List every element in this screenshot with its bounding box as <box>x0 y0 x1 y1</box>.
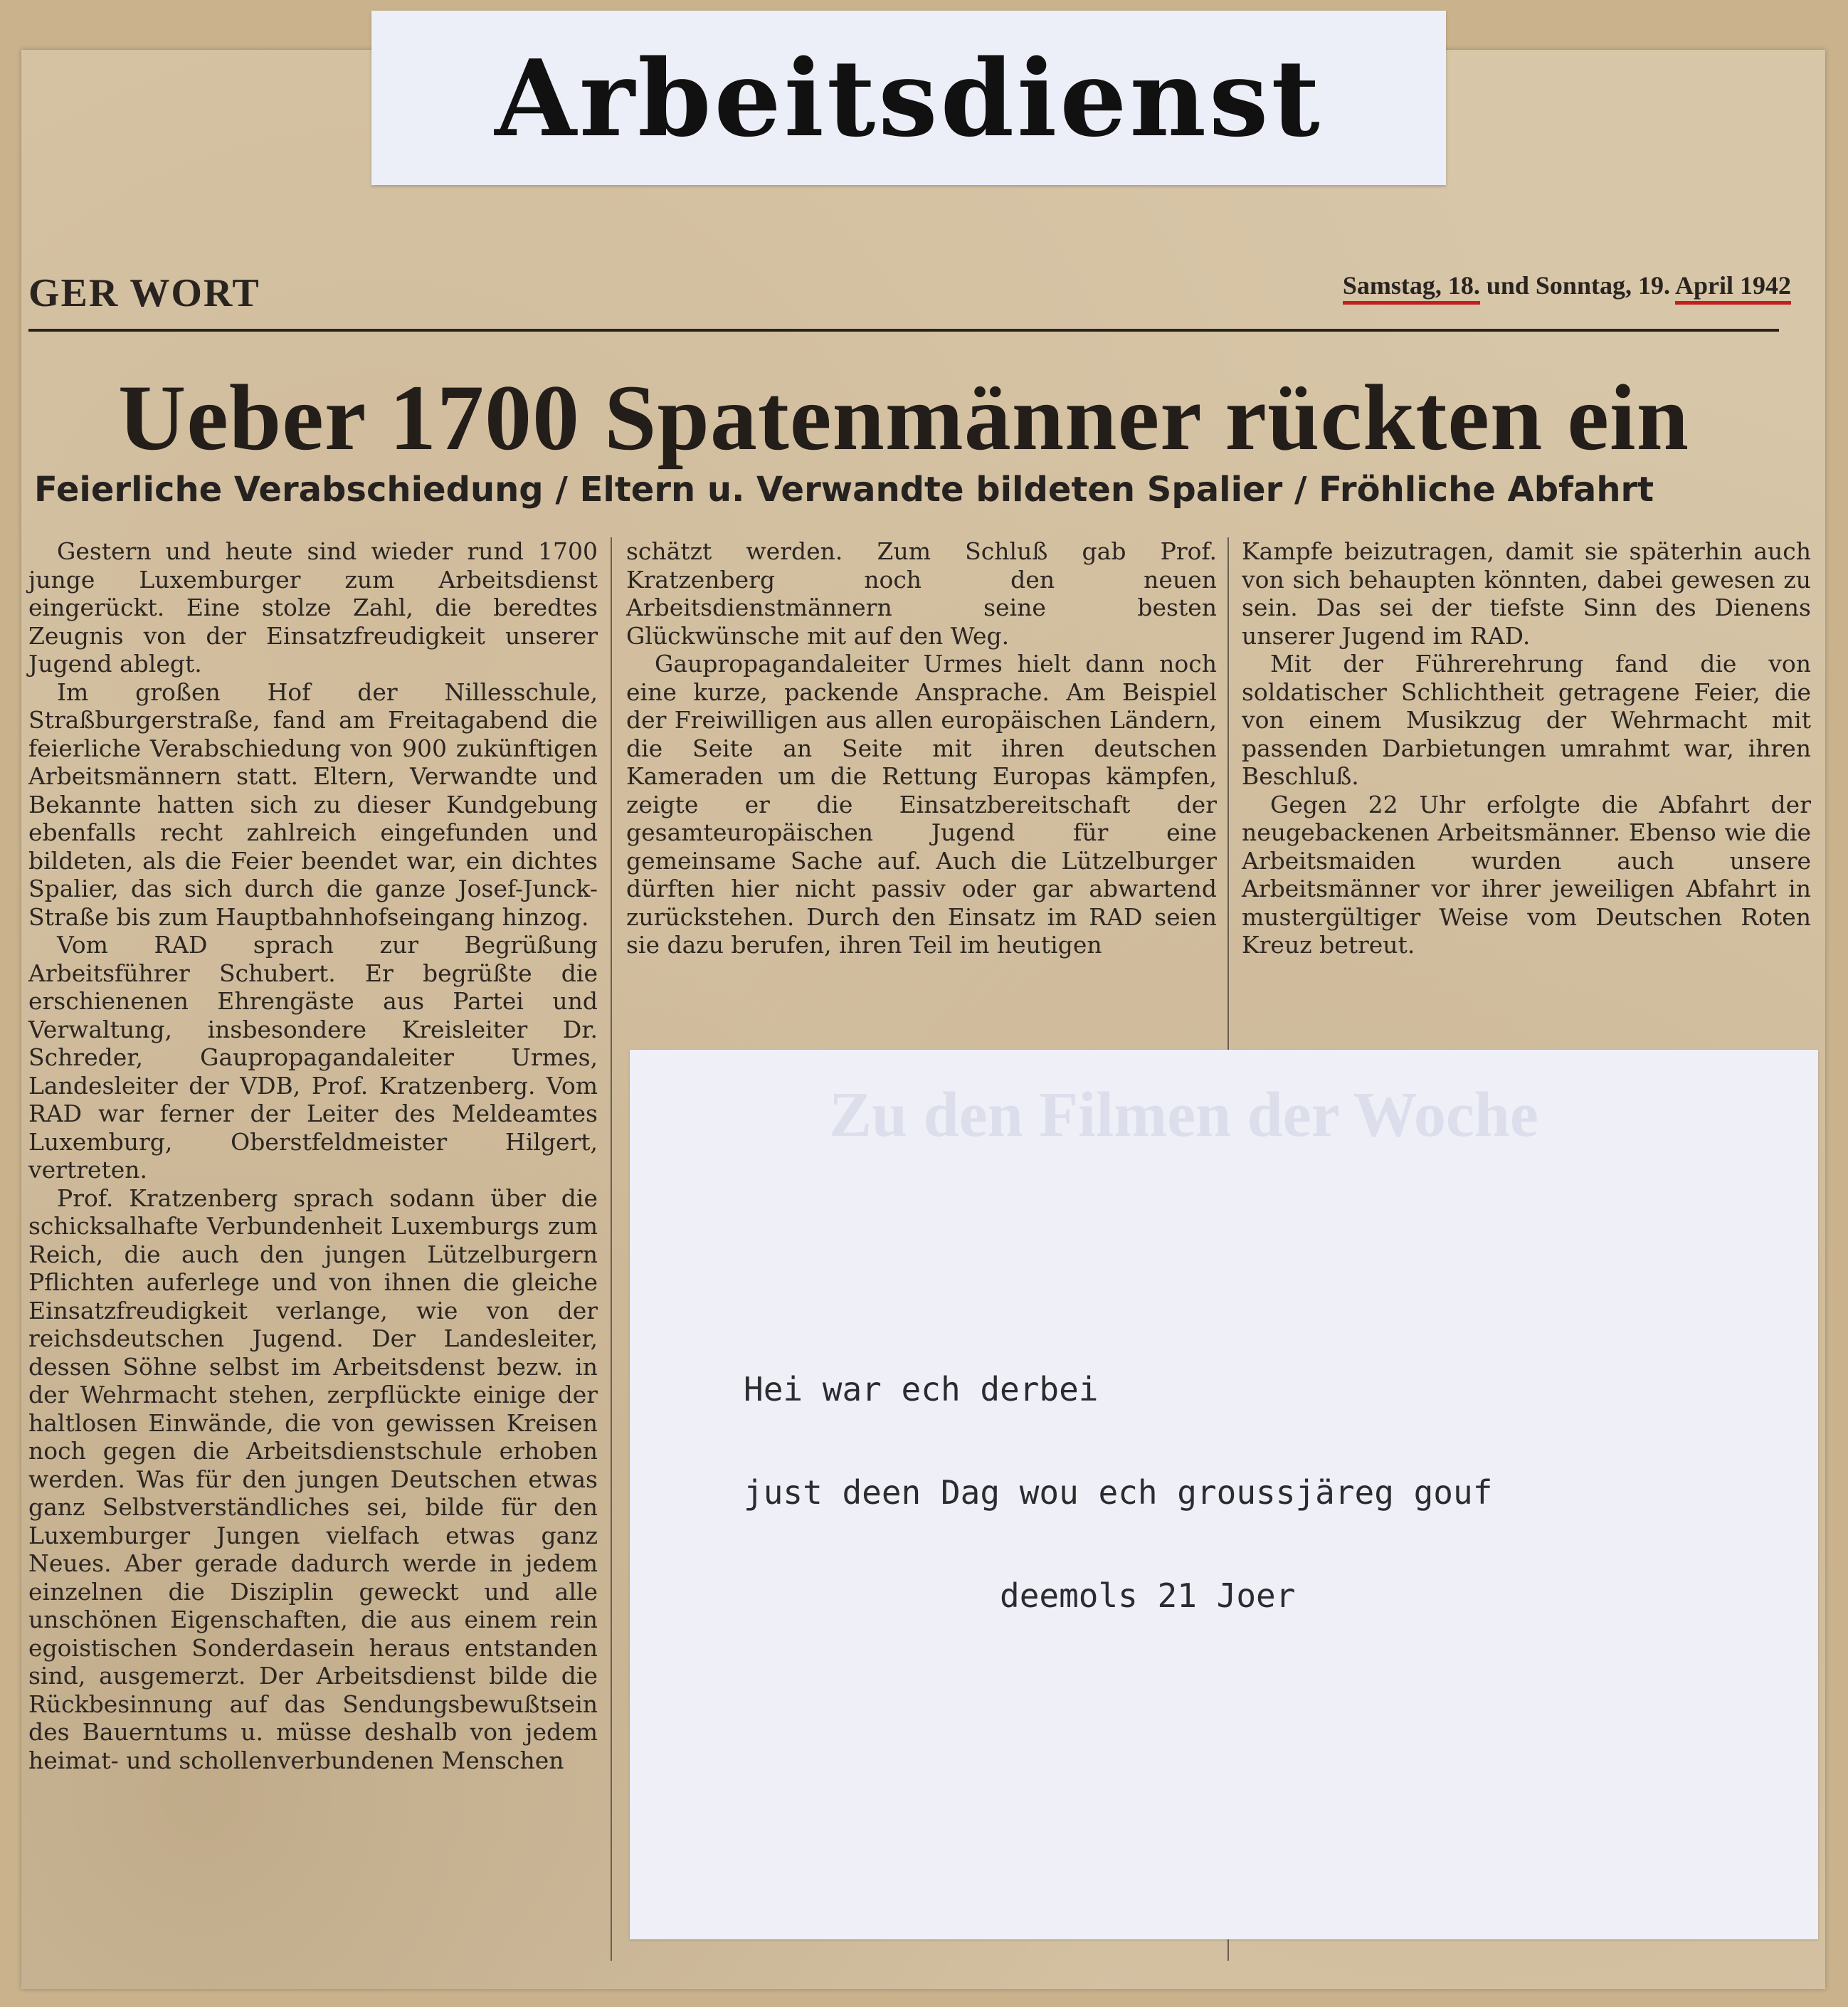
date-day-underlined: Samstag, 18. <box>1343 271 1480 305</box>
paragraph: Gaupropagandaleiter Urmes hielt dann noch eine kurze, packende Ansprache. Am Beispiel der Freiwilligen aus allen europäischen Ländern, die Seite an Seite mit ihren deutschen Kameraden um die Rettung Europas kämpfen, zeigte er die Einsatzbereitschaft der gesamteuropäischen Jugend für eine gemeinsame Sache auf. Auch die Lützelburger dürften hier nicht passiv oder gar abwartend zurückstehen. Durch den Einsatz im RAD seien sie dazu berufen, ihren Teil im heutigen <box>626 650 1217 959</box>
typed-label <box>371 11 1446 185</box>
paragraph: Gegen 22 Uhr erfolgte die Abfahrt der neugebackenen Arbeitsmänner. Ebenso wie die Arbeitsmaiden wurden auch unsere Arbeitsmänner vor ihrer jeweiligen Abfahrt in mustergültiger Weise vom Deutschen Roten Kreuz betreut. <box>1242 790 1811 959</box>
paragraph: Kampfe beizutragen, damit sie späterhin auch von sich behaupten könnten, dabei gewesen zu sein. Das sei der tiefste Sinn des Dienens unserer Jugend im RAD. <box>1242 537 1811 650</box>
date-month-underlined: April 1942 <box>1675 271 1791 305</box>
paragraph: schätzt werden. Zum Schluß gab Prof. Kratzenberg noch den neuen Arbeitsdienstmännern seine besten Glückwünsche mit auf den Weg. <box>626 537 1217 650</box>
newspaper-name: GER WORT <box>28 271 260 315</box>
note-line-2: just deen Dag wou ech groussjäreg gouf <box>744 1473 1493 1512</box>
article-subheadline: Feierliche Verabschiedung / Eltern u. Verwandte bildeten Spalier / Fröhliche Abfahrt <box>34 470 1654 510</box>
paragraph: Vom RAD sprach zur Begrüßung Arbeitsführer Schubert. Er begrüßte die erschienenen Ehrengäste aus Partei und Verwaltung, insbesondere Kreisleiter Dr. Schreder, Gaupropagandaleiter Urmes, Landesleiter der VDB, Prof. Kratzenberg. Vom RAD war ferner der Leiter des Meldeamtes Luxemburg, Oberstfeldmeister Hilgert, vertreten. <box>28 931 598 1184</box>
date-middle: und Sonntag, 19. <box>1479 271 1675 300</box>
note-line-1: Hei war ech derbei <box>744 1370 1099 1408</box>
newspaper-date <box>1343 270 1791 300</box>
show-through-heading: Zu den Filmen der Woche <box>829 1080 1538 1150</box>
article-column-3 <box>1242 537 1811 959</box>
column-rule <box>611 537 612 1961</box>
paragraph: Mit der Führerehrung fand die von soldatischer Schlichtheit getragene Feier, die von einem Musikzug der Wehrmacht mit passenden Darbietungen umrahmt war, ihren Beschluß. <box>1242 650 1811 790</box>
article-column-1 <box>28 537 598 1774</box>
article-headline: Ueber 1700 Spatenmänner rückten ein <box>117 365 1690 470</box>
typed-note <box>630 1050 1818 1939</box>
paragraph: Prof. Kratzenberg sprach sodann über die schicksalhafte Verbundenheit Luxemburgs zum Reich, die auch den jungen Lützelburgern Pflichten auferlege und von ihnen die gleiche Einsatzfreudigkeit verlange, wie von der reichsdeutschen Jugend. Der Landesleiter, dessen Söhne selbst im Arbeitsdenst bezw. in der Wehrmacht stehen, zerpflückte einige der haltlosen Einwände, die von gewissen Kreisen noch gegen die Arbeitsdienstschule erhoben werden. Was für den jungen Deutschen etwas ganz Selbstverständliches sei, bilde für den Luxemburger Jungen vielfach etwas ganz Neues. Aber gerade dadurch werde in jedem einzelnen die Disziplin geweckt und alle unschönen Eigenschaften, die aus einem rein egoistischen Sonderdasein heraus entstanden sind, ausgemerzt. Der Arbeitsdienst bilde die Rückbesinnung auf das Sendungsbewußtsein des Bauerntums u. müsse deshalb von jedem heimat- und schollenverbundenen Menschen <box>28 1184 598 1774</box>
label-title: Arbeitsdienst <box>495 36 1323 160</box>
masthead-rule <box>28 329 1779 332</box>
note-line-3: deemols 21 Joer <box>1000 1576 1296 1615</box>
paragraph: Im großen Hof der Nillesschule, Straßburgerstraße, fand am Freitagabend die feierliche Verabschiedung von 900 zukünftigen Arbeitsmännern statt. Eltern, Verwandte und Bekannte hatten sich zu dieser Kundgebung ebenfalls recht zahlreich eingefunden und bildeten, als die Feier beendet war, ein dichtes Spalier, das sich durch die ganze Josef-Junck-Straße bis zum Hauptbahnhofseingang hinzog. <box>28 678 598 931</box>
article-column-2 <box>626 537 1217 959</box>
paragraph: Gestern und heute sind wieder rund 1700 junge Luxemburger zum Arbeitsdienst eingerückt. Eine stolze Zahl, die beredtes Zeugnis von der Einsatzfreudigkeit unserer Jugend ablegt. <box>28 537 598 678</box>
